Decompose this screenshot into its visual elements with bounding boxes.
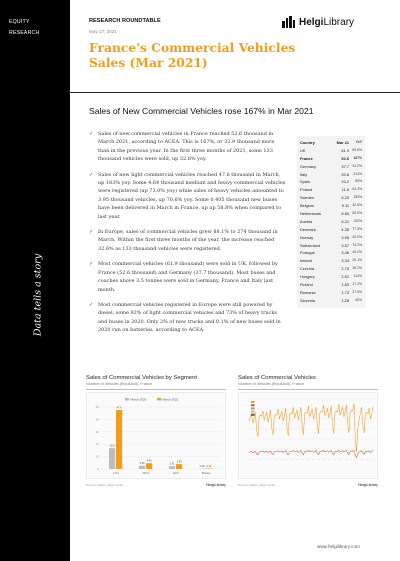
- sales-cell: 4.35: [341, 226, 349, 232]
- country-cell: Denmark: [300, 226, 316, 232]
- legend-swatch: [251, 404, 255, 406]
- country-cell: Finland: [300, 282, 313, 288]
- sales-cell: 61.9: [341, 147, 349, 153]
- table-header-yoy: YoY: [355, 140, 362, 144]
- country-cell: Romania: [300, 289, 316, 295]
- country-cell: Slovenia: [300, 297, 315, 303]
- yoy-cell: 42.6%: [352, 203, 362, 208]
- bar: [176, 464, 182, 469]
- yoy-cell: 60.6%: [352, 147, 362, 152]
- sidebar-tagline: Data tells a story: [32, 253, 44, 337]
- chart-plot-area: [86, 392, 226, 479]
- table-row: [300, 210, 362, 218]
- chart-title: Sales of Commercial Vehicles by Segment: [86, 375, 197, 381]
- chart-plot-area: [238, 392, 378, 479]
- table-row: [300, 194, 362, 202]
- chart-logo: HelgiLibrary: [206, 483, 226, 487]
- bar: [206, 468, 212, 469]
- y-tick-label: 20: [95, 442, 99, 447]
- table-row: [300, 289, 362, 297]
- table-row: [300, 226, 362, 234]
- yoy-cell: 100%: [353, 218, 362, 223]
- sales-cell: 52.6: [341, 155, 349, 161]
- yoy-cell: 36.2%: [352, 266, 362, 271]
- yoy-cell: 17.2%: [352, 282, 362, 287]
- sales-cell: 11.6: [341, 187, 349, 193]
- x-tick-label: HCV: [172, 471, 180, 475]
- bar-data-label: 0.26: [199, 465, 205, 469]
- sales-cell: 2.51: [341, 274, 349, 280]
- bar: [116, 410, 122, 469]
- table-header-mar21: Mar 21: [336, 140, 349, 145]
- sales-cell: 2.75: [341, 266, 349, 272]
- table-header-row: [300, 139, 362, 147]
- line-chart-svg: [239, 393, 379, 480]
- chart-logo: HelgiLibrary: [358, 483, 378, 487]
- bar-data-label: 47.6: [116, 406, 122, 410]
- list-item: ✓ Sales of new light commercial vehicles reached 47.6 thousand in March, up 183% yoy. Some 4.64 thousand medium and heavy commercial vehicles were registered (up 73.0% yoy) while sales of heavy vehicles amounted to 3.95 thousand vehicles, up 70.6% yoy. Some 0.405 thousand new buses have been delivered in March in France, up up 58.8% when compared to last year.: [89, 171, 286, 220]
- footer-website-link[interactable]: www.helgilibrary.com: [317, 544, 360, 549]
- table-row: [300, 147, 362, 155]
- chart-source: Source: ACEA, Helgi Library: [86, 483, 124, 487]
- legend-swatch: [251, 407, 255, 409]
- bar: [139, 466, 145, 469]
- yoy-cell: 64.3%: [352, 187, 362, 192]
- y-tick-label: 50: [95, 405, 99, 409]
- sales-cell: 3.46: [341, 250, 349, 256]
- bar: [169, 466, 175, 469]
- list-item: ✓ Most commercial vehicles registered in Europe were still powered by diesel, some 92% of light commercial vehicles and 73% of heavy trucks and buses in 2020. Only 2% of new trucks and 0.1% of new buses sold in 2020 run on batteries, according to ACEA.: [89, 301, 281, 334]
- library-books-icon: [282, 16, 296, 28]
- country-cell: Norway: [300, 234, 314, 240]
- table-row: [300, 249, 362, 257]
- table-row: [300, 242, 362, 250]
- yoy-cell: 40.0%: [352, 250, 362, 255]
- legend-swatch: [251, 414, 255, 416]
- list-item: ✓ Sales of new commercial vehicles in France reached 52.6 thousand in March 2021, according to ACEA. This is 167%, or 32.9 thousand more than in the previous year. In the first three months of 2021, some 133 thousand vehicles were sold, up 32.6% yoy.: [89, 131, 275, 163]
- country-cell: Sweden: [300, 195, 315, 201]
- x-tick-label: LCV: [113, 471, 119, 475]
- sales-cell: 6.29: [341, 195, 349, 201]
- checkmark-icon: ✓: [89, 131, 94, 137]
- x-tick-label: Buses: [201, 471, 211, 475]
- sales-cell: 9.11: [341, 203, 349, 209]
- yoy-cell: 167%: [353, 155, 362, 160]
- country-cell: Portugal: [300, 250, 315, 256]
- sidebar-label-research: RESEARCH: [9, 30, 40, 36]
- country-cell: Netherlands: [300, 211, 321, 217]
- country-cell: Belgium: [300, 203, 315, 209]
- key-points-list: [89, 130, 287, 342]
- chart-subtitle: Number of Vehicles (thousand), France: [86, 382, 153, 386]
- yoy-cell: 214%: [353, 171, 362, 176]
- y-tick-label: 10: [95, 454, 99, 459]
- legend-label: March 2020: [130, 397, 147, 402]
- bar: [146, 463, 152, 469]
- table-row: [300, 155, 362, 163]
- yoy-cell: 74.2%: [352, 242, 362, 247]
- table-row: [300, 273, 362, 281]
- table-row: [300, 178, 362, 186]
- country-cell: Switzerland: [300, 242, 321, 248]
- legend-swatch: [251, 411, 255, 413]
- yoy-cell: 159%: [353, 195, 362, 200]
- table-row: [300, 218, 362, 226]
- bar-data-label: 4.64: [146, 459, 152, 463]
- table-row: [300, 257, 362, 265]
- sales-cell: 37.7: [341, 163, 349, 169]
- yoy-cell: 77.3%: [352, 226, 362, 231]
- yoy-cell: 114%: [353, 274, 362, 279]
- left-band: [0, 0, 70, 561]
- chart-source: Source: ACEA, Helgi Library: [238, 483, 276, 487]
- header-divider: [70, 92, 400, 93]
- list-item: ✓ In Europe, sales of commercial vehicles grew 88.1% to 274 thousand in March. Within the first three months of the year, the increase reached 32.6% as 133 thousand vehicles were registered.: [89, 229, 278, 252]
- yoy-cell: 55.9%: [352, 211, 362, 216]
- country-cell: UK: [300, 147, 306, 153]
- sales-cell: 3.57: [341, 242, 349, 248]
- table-row: [300, 202, 362, 210]
- country-sales-table: [297, 136, 365, 308]
- series-line: [249, 450, 373, 458]
- checkmark-icon: ✓: [89, 171, 94, 178]
- report-title: France's Commercial Vehicles Sales (Mar 2021): [89, 40, 296, 70]
- sales-cell: 3.34: [341, 258, 349, 264]
- country-cell: Poland: [300, 187, 313, 193]
- segment-sales-chart: [86, 375, 226, 487]
- bar-data-label: 3.95: [176, 460, 182, 464]
- checkmark-icon: ✓: [89, 229, 94, 236]
- list-item: ✓ Most commercial vehicles (61.9 thousand) were sold in UK, followed by France (52.6 thousand) and Germany (37.7 thousand). Most buses and coaches above 3.5 tonnes were sold in Germany, France and Italy last month.: [89, 261, 278, 293]
- sales-cell: 3.95: [341, 234, 349, 240]
- yoy-cell: 20.1%: [352, 258, 362, 263]
- bar-data-label: 0.41: [206, 464, 212, 468]
- table-row: [300, 297, 362, 305]
- yoy-cell: 34.2%: [352, 163, 362, 168]
- sales-cell: 1.73: [341, 289, 349, 295]
- country-cell: Hungary: [300, 274, 315, 280]
- sales-cell: 20.2: [341, 179, 349, 185]
- yoy-cell: 65%: [355, 179, 362, 184]
- country-cell: Germany: [300, 163, 316, 169]
- chart-title: Sales of Commercial Vehicles: [238, 375, 316, 381]
- table-row: [300, 265, 362, 273]
- yoy-cell: 40%: [355, 297, 362, 302]
- country-cell: France: [300, 155, 313, 161]
- y-tick-label: 30: [95, 429, 99, 434]
- bar-data-label: 2.68: [139, 462, 145, 466]
- helgi-library-logo[interactable]: [282, 16, 354, 28]
- table-row: [300, 163, 362, 171]
- sales-cell: 6.31: [341, 218, 349, 224]
- chart-subtitle: Number of Vehicles (thousand), France: [238, 382, 305, 386]
- country-cell: Italy: [300, 171, 308, 177]
- monthly-sales-chart: [238, 375, 378, 487]
- bar-chart-svg: [87, 393, 227, 480]
- bar: [109, 448, 115, 469]
- y-tick-label: 0: [97, 467, 99, 471]
- country-cell: Spain: [300, 179, 310, 185]
- legend-swatch: [251, 401, 255, 403]
- y-tick-label: 40: [95, 417, 99, 422]
- sales-cell: 1.28: [341, 297, 349, 303]
- country-cell: Austria: [300, 218, 313, 224]
- sales-cell: 20.6: [341, 171, 349, 177]
- yoy-cell: 40.0%: [352, 234, 362, 239]
- country-cell: Ireland: [300, 258, 312, 264]
- research-roundtable-label: RESEARCH ROUNDTABLE: [89, 18, 161, 24]
- series-line: [249, 403, 373, 452]
- section-headline: Sales of New Commercial Vehicles rose 167% in Mar 2021: [89, 106, 314, 116]
- legend-swatch: [157, 398, 161, 401]
- table-row: [300, 171, 362, 179]
- table-header-country: Country: [300, 140, 315, 145]
- logo-wordmark: HelgiLibrary: [299, 16, 355, 28]
- report-date: May 17, 2021: [89, 29, 117, 34]
- checkmark-icon: ✓: [89, 301, 94, 308]
- x-tick-label: MCV: [142, 471, 150, 475]
- table-row: [300, 281, 362, 289]
- bar-data-label: 16.8: [109, 444, 115, 448]
- table-row: [300, 186, 362, 194]
- checkmark-icon: ✓: [89, 261, 94, 268]
- yoy-cell: 27.5%: [352, 289, 362, 294]
- sales-cell: 8.85: [341, 211, 349, 217]
- sales-cell: 1.83: [341, 282, 349, 288]
- sidebar-label-equity: EQUITY: [9, 19, 30, 25]
- legend-label: March 2021: [162, 397, 179, 402]
- legend-swatch: [125, 398, 129, 401]
- bar-data-label: 2.31: [169, 462, 175, 466]
- table-row: [300, 234, 362, 242]
- country-cell: Czechia: [300, 266, 315, 272]
